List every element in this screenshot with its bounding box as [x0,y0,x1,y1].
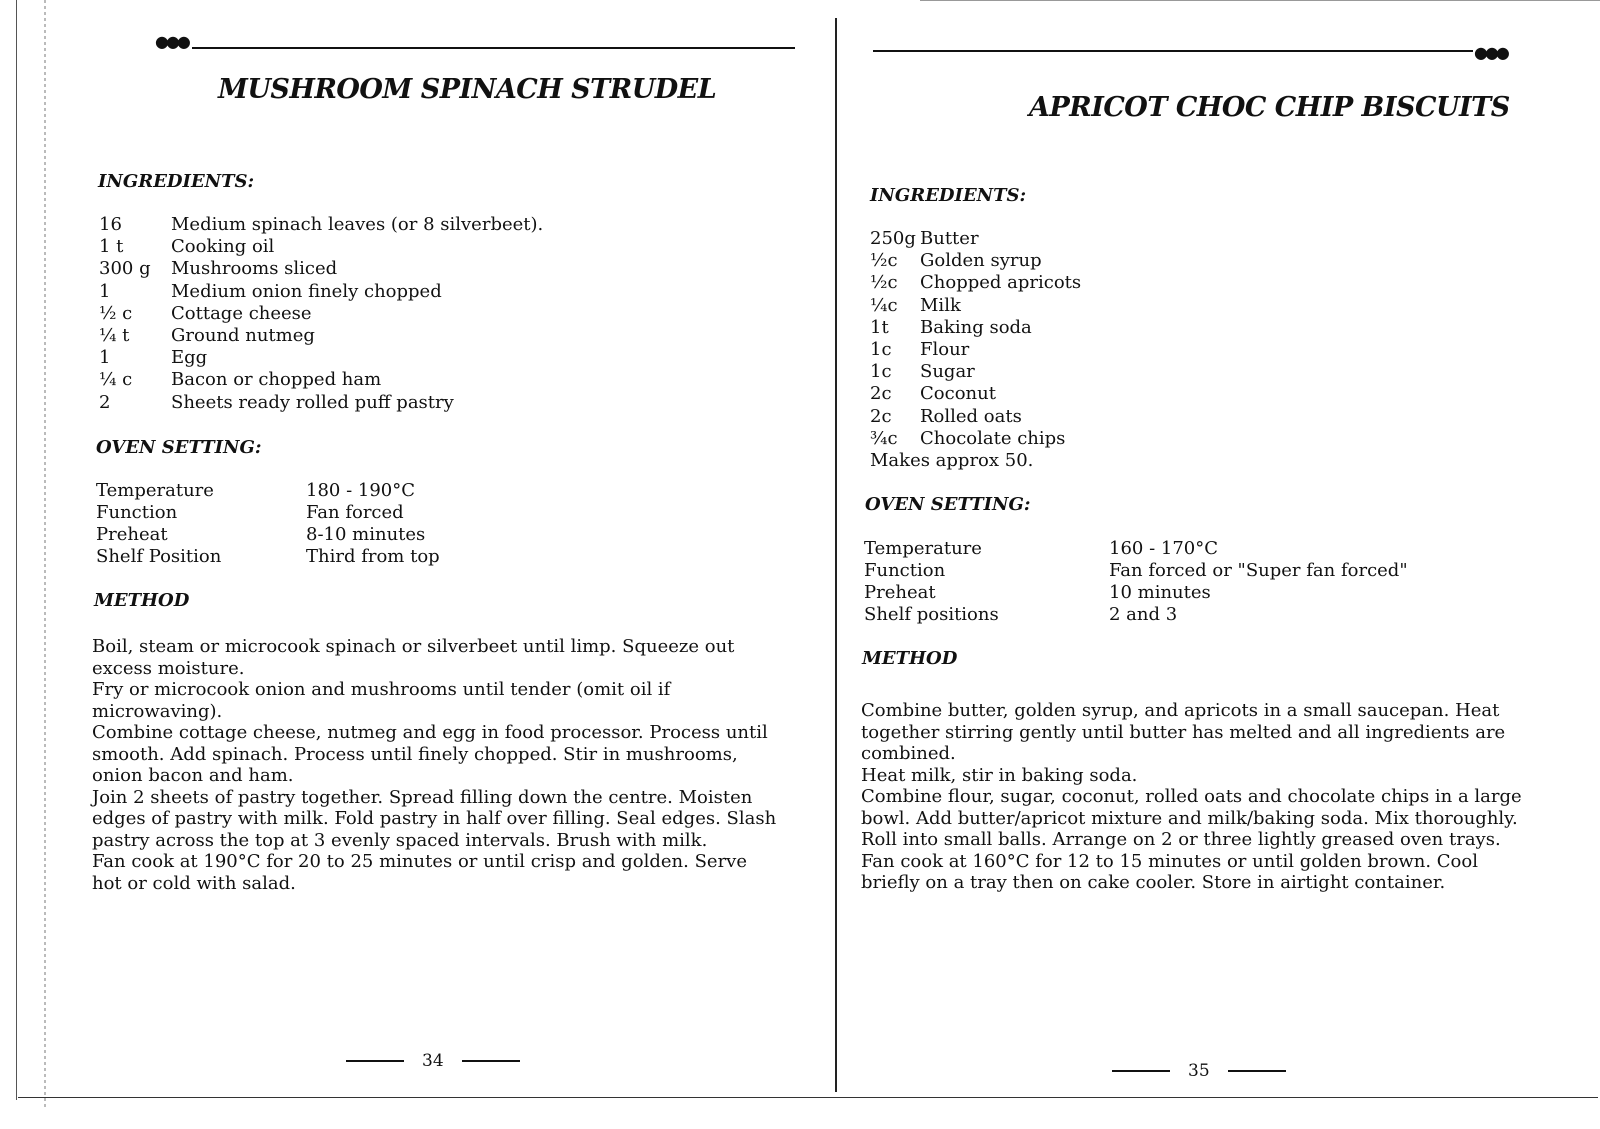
oven-setting-label: Temperature [864,538,982,559]
ingredient-row [870,228,1081,250]
oven-setting-value: 160 - 170°C [1109,538,1219,559]
ingredient-quantity: 1 [99,280,111,302]
oven-setting-heading: OVEN SETTING: [96,437,262,458]
ingredient-row [870,272,1081,294]
ingredient-row [870,250,1081,272]
ingredient-name: Chopped apricots [920,272,1082,294]
ingredient-name: Chocolate chips [920,427,1066,449]
ingredient-name: Golden syrup [920,250,1042,272]
ingredient-name: Baking soda [920,316,1032,338]
ingredient-quantity: 1t [870,316,889,338]
ingredient-quantity: 2 [99,391,111,413]
ingredient-row [870,383,1081,405]
header-rule [192,47,795,49]
ingredient-quantity: ¾c [870,427,898,449]
oven-setting-label: Shelf positions [864,604,999,625]
oven-setting-label: Preheat [96,524,168,545]
ingredient-row [870,317,1081,339]
ingredient-quantity: 1c [870,361,892,383]
page-number-dash [462,1060,520,1062]
page-number-text: 35 [1188,1061,1210,1081]
method-text [92,636,782,894]
method-step: Boil, steam or microcook spinach or silverbeet until limp. Squeeze out excess moisture. [92,636,735,679]
oven-settings-table [96,480,440,568]
oven-setting-value: Fan forced or "Super fan forced" [1109,560,1408,581]
oven-setting-value: 2 and 3 [1109,604,1178,625]
ingredient-quantity: 300 g [99,258,151,280]
oven-setting-heading: OVEN SETTING: [865,494,1031,515]
oven-setting-label: Function [864,560,946,581]
oven-setting-row [96,480,440,502]
oven-setting-row [864,604,1408,626]
oven-setting-row [864,538,1408,560]
ingredient-row [99,347,543,369]
ingredient-name: Coconut [920,383,996,405]
method-step: Combine butter, golden syrup, and apricots in a small saucepan. Heat together stirring gently until butter has melted and all ingredients are combined. [861,700,1506,764]
ingredient-row [99,258,543,280]
ingredient-row [870,406,1081,428]
page-number-dash [1112,1070,1170,1072]
recipe-title: APRICOT CHOC CHIP BISCUITS [1029,92,1510,123]
ingredient-name: Flour [920,338,970,360]
oven-setting-value: 180 - 190°C [306,480,416,501]
ingredient-name: Butter [920,228,979,249]
page-number [1112,1061,1304,1081]
method-step: Join 2 sheets of pastry together. Spread filling down the centre. Moisten edges of pastry with milk. Fold pastry in half over filling. Seal edges. Slash pastry across the top at 3 evenly spaced intervals. Brush with milk. [92,786,777,851]
ingredient-quantity: 1c [870,338,892,360]
ingredients-list [870,228,1081,472]
ingredient-quantity: ¼c [870,294,898,316]
ingredients-list [99,214,543,414]
ingredient-quantity: 1 t [99,236,124,258]
method-heading: METHOD [862,648,958,669]
ingredients-heading: INGREDIENTS: [870,185,1027,206]
ingredient-row [870,339,1081,361]
ingredient-row [99,369,543,391]
ingredient-name: Cottage cheese [171,302,312,324]
ingredient-row [99,236,543,258]
oven-setting-label: Function [96,502,178,523]
oven-setting-value: 10 minutes [1109,582,1211,603]
ingredient-row [870,428,1081,450]
ingredient-quantity: ¼ t [99,324,130,346]
oven-setting-value: Fan forced [306,502,404,523]
ingredient-name: Bacon or chopped ham [171,369,382,391]
ingredient-quantity: ¼ c [99,369,133,391]
oven-settings-table [864,538,1408,626]
ingredient-name: Cooking oil [171,236,275,258]
ingredient-quantity: 250g [870,228,916,249]
ingredient-row [99,214,543,236]
oven-setting-row [864,560,1408,582]
oven-setting-label: Shelf Position [96,546,222,567]
ingredient-name: Rolled oats [920,405,1022,427]
page-number-text: 34 [422,1051,444,1071]
ingredient-row [870,361,1081,383]
ingredient-quantity: ½c [870,250,898,272]
ingredient-name: Milk [920,294,961,316]
oven-setting-row [96,524,440,546]
ingredient-name: Medium onion finely chopped [171,280,442,302]
ingredient-row [99,281,543,303]
page-number-dash [346,1060,404,1062]
method-step: Fry or microcook onion and mushrooms until tender (omit oil if microwaving). [92,679,671,722]
ingredient-quantity: 2c [870,383,892,405]
ingredient-quantity: 2c [870,405,892,427]
method-heading: METHOD [94,590,190,611]
right-page [837,0,1600,1100]
ingredient-quantity: 1 [99,347,111,369]
oven-setting-row [96,502,440,524]
ingredient-quantity: 16 [99,214,122,235]
oven-setting-value: Third from top [306,546,440,567]
recipe-title: MUSHROOM SPINACH STRUDEL [218,74,717,105]
oven-setting-row [96,546,440,568]
ingredient-name: Medium spinach leaves (or 8 silverbeet). [171,214,544,235]
page-number-dash [1228,1070,1286,1072]
ingredient-name: Ground nutmeg [171,324,315,346]
method-step: Combine cottage cheese, nutmeg and egg in food processor. Process until smooth. Add spinach. Process until finely chopped. Stir in mushrooms, onion bacon and ham. [92,722,768,786]
ornament-icon: ●●● [1474,43,1507,62]
ingredient-name: Egg [171,347,208,369]
ingredients-heading: INGREDIENTS: [98,171,255,192]
method-step: Combine flour, sugar, coconut, rolled oats and chocolate chips in a large bowl. Add butter/apricot mixture and milk/baking soda. Mix thoroughly. Roll into small balls. Arrange on 2 or three lightly greased oven trays. Fan cook at 160°C for 12 to 15 minutes or until golden brown. Cool briefly on a tray then on cake cooler. Store in airtight container. [861,786,1522,893]
ingredient-name: Mushrooms sliced [171,258,338,280]
method-text [861,700,1536,894]
yield-note: Makes approx 50. [870,449,1034,471]
ingredient-row [99,392,543,414]
ingredient-name: Sheets ready rolled puff pastry [171,391,454,413]
header-rule [873,50,1473,52]
method-step: Heat milk, stir in baking soda. [861,764,1138,786]
oven-setting-label: Temperature [96,480,214,501]
ornament-icon: ●●● [155,32,188,51]
ingredient-name: Sugar [920,361,975,383]
ingredient-row [99,325,543,347]
ingredient-quantity: ½c [870,272,898,294]
ingredient-quantity: ½ c [99,302,133,324]
ingredient-row [870,295,1081,317]
oven-setting-row [864,582,1408,604]
page-number [346,1051,538,1071]
oven-setting-value: 8-10 minutes [306,524,426,545]
oven-setting-label: Preheat [864,582,936,603]
ingredient-row [99,303,543,325]
method-step: Fan cook at 190°C for 20 to 25 minutes or until crisp and golden. Serve hot or cold with salad. [92,851,748,894]
